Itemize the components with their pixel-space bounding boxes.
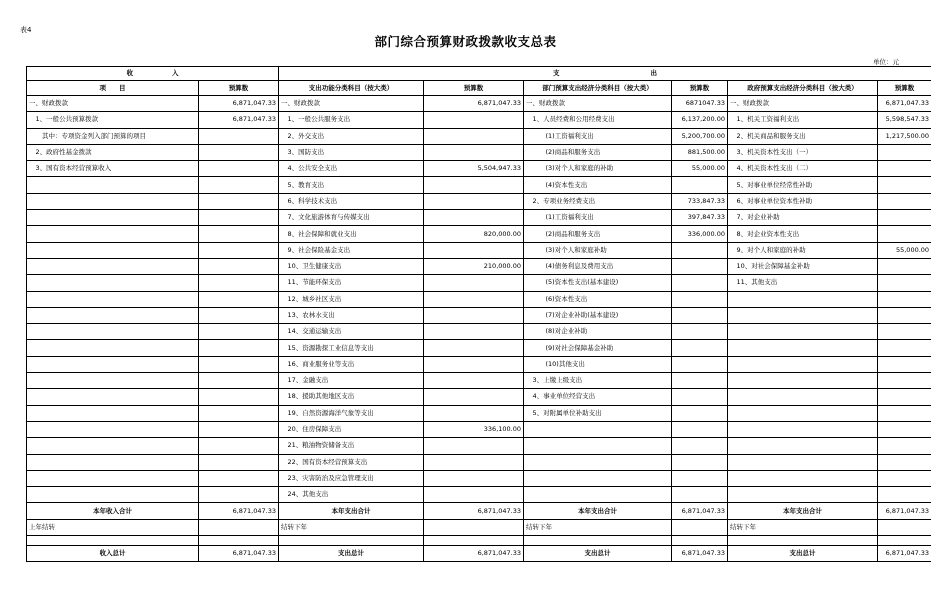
item-cell: 3、机关资本性支出（一）	[728, 144, 878, 160]
item-cell: (4)债务利息及费用支出	[524, 258, 672, 274]
item-cell	[27, 389, 199, 405]
item-cell: 15、资源勘探工业信息等支出	[279, 340, 424, 356]
item-cell: 一、财政拨款	[279, 96, 424, 112]
column-header: 预算数	[199, 81, 279, 96]
amount-cell	[424, 193, 524, 209]
amount-cell	[672, 242, 728, 258]
item-cell	[728, 373, 878, 389]
item-cell: (6)资本性支出	[524, 291, 672, 307]
amount-cell	[878, 438, 931, 454]
column-header: 部门预算支出经济分类科目（按大类）	[524, 81, 672, 96]
item-cell: 6、对事业单位资本性补助	[728, 193, 878, 209]
item-cell	[27, 405, 199, 421]
item-cell: 8、对企业资本性支出	[728, 226, 878, 242]
amount-cell: 6,871,047.33	[199, 112, 279, 128]
item-cell	[27, 226, 199, 242]
amount-cell: 881,500.00	[672, 144, 728, 160]
amount-cell	[424, 128, 524, 144]
amount-cell: 5,598,547.33	[878, 112, 931, 128]
item-cell: 3、上缴上级支出	[524, 373, 672, 389]
amount-cell	[672, 519, 728, 535]
amount-cell	[672, 438, 728, 454]
table-row	[27, 405, 931, 421]
amount-cell	[878, 210, 931, 226]
column-header: 项 目	[27, 81, 199, 96]
item-cell: 7、对企业补助	[728, 210, 878, 226]
amount-cell	[878, 405, 931, 421]
amount-cell	[672, 389, 728, 405]
item-cell	[524, 487, 672, 503]
amount-cell	[878, 421, 931, 437]
table-row	[27, 258, 931, 274]
item-cell: 结转下年	[524, 519, 672, 535]
amount-cell	[424, 177, 524, 193]
amount-cell	[672, 291, 728, 307]
item-cell: 9、社会保险基金支出	[279, 242, 424, 258]
item-cell: 10、卫生健康支出	[279, 258, 424, 274]
expense-header: 支 出	[279, 67, 931, 81]
item-cell: 19、自然资源海洋气象等支出	[279, 405, 424, 421]
amount-cell	[878, 487, 931, 503]
item-cell: 5、对事业单位经常性补助	[728, 177, 878, 193]
item-cell: 支出总计	[728, 546, 878, 562]
amount-cell	[199, 128, 279, 144]
amount-cell	[878, 389, 931, 405]
table-row	[27, 389, 931, 405]
page-title: 部门综合预算财政拨款收支总表	[374, 34, 557, 49]
blank-row	[27, 536, 931, 546]
unit-label: 单位：元	[873, 58, 899, 66]
item-cell	[27, 487, 199, 503]
amount-cell	[672, 454, 728, 470]
amount-cell	[878, 177, 931, 193]
amount-cell	[424, 454, 524, 470]
amount-cell	[878, 161, 931, 177]
item-cell: 一、财政拨款	[524, 96, 672, 112]
amount-cell	[424, 487, 524, 503]
amount-cell: 397,847.33	[672, 210, 728, 226]
carry-over-row	[27, 519, 931, 535]
table-row	[27, 226, 931, 242]
budget-table	[26, 66, 931, 562]
amount-cell	[199, 324, 279, 340]
amount-cell: 6,871,047.33	[878, 546, 931, 562]
year-total-row	[27, 503, 931, 519]
amount-cell: 336,100.00	[424, 421, 524, 437]
item-cell	[27, 373, 199, 389]
amount-cell: 5,200,700.00	[672, 128, 728, 144]
table-row	[27, 291, 931, 307]
amount-cell: 210,000.00	[424, 258, 524, 274]
item-cell: 3、国有资本经营预算收入	[27, 161, 199, 177]
table-row	[27, 373, 931, 389]
amount-cell	[878, 193, 931, 209]
amount-cell: 55,000.00	[672, 161, 728, 177]
item-cell: 11、其他支出	[728, 275, 878, 291]
item-cell: 2、机关商品和服务支出	[728, 128, 878, 144]
item-cell: 2、外交支出	[279, 128, 424, 144]
amount-cell	[199, 536, 279, 546]
table-row	[27, 356, 931, 372]
amount-cell	[424, 373, 524, 389]
item-cell	[27, 340, 199, 356]
item-cell: 21、粮油物资储备支出	[279, 438, 424, 454]
amount-cell: 55,000.00	[878, 242, 931, 258]
header-row-columns	[27, 81, 931, 96]
amount-cell	[199, 519, 279, 535]
item-cell	[728, 389, 878, 405]
item-cell: 6、科学技术支出	[279, 193, 424, 209]
amount-cell	[878, 340, 931, 356]
amount-cell	[878, 373, 931, 389]
column-header: 预算数	[672, 81, 728, 96]
item-cell	[728, 291, 878, 307]
table-row	[27, 487, 931, 503]
amount-cell: 336,000.00	[672, 226, 728, 242]
item-cell: 11、节能环保支出	[279, 275, 424, 291]
item-cell	[27, 275, 199, 291]
item-cell	[728, 536, 878, 546]
table-row	[27, 161, 931, 177]
amount-cell	[424, 340, 524, 356]
amount-cell: 6,137,200.00	[672, 112, 728, 128]
item-cell: (1)工资福利支出	[524, 128, 672, 144]
item-cell	[728, 340, 878, 356]
amount-cell	[199, 421, 279, 437]
item-cell	[524, 536, 672, 546]
table-row	[27, 275, 931, 291]
item-cell	[27, 242, 199, 258]
amount-cell	[424, 324, 524, 340]
item-cell: 2、政府性基金拨款	[27, 144, 199, 160]
item-cell	[27, 193, 199, 209]
item-cell	[27, 210, 199, 226]
amount-cell	[672, 177, 728, 193]
item-cell: (3)对个人和家庭的补助	[524, 161, 672, 177]
amount-cell	[424, 291, 524, 307]
amount-cell: 1,217,500.00	[878, 128, 931, 144]
item-cell	[27, 470, 199, 486]
item-cell: 1、一般公共预算拨款	[27, 112, 199, 128]
amount-cell	[199, 291, 279, 307]
amount-cell	[199, 226, 279, 242]
amount-cell	[199, 454, 279, 470]
table-row	[27, 112, 931, 128]
amount-cell	[424, 242, 524, 258]
item-cell	[728, 324, 878, 340]
amount-cell	[878, 291, 931, 307]
item-cell: 5、对附属单位补助支出	[524, 405, 672, 421]
item-cell: (7)对企业补助(基本建设)	[524, 307, 672, 323]
item-cell: 结转下年	[279, 519, 424, 535]
item-cell	[27, 421, 199, 437]
amount-cell	[199, 438, 279, 454]
item-cell: (1)工资福利支出	[524, 210, 672, 226]
amount-cell	[199, 258, 279, 274]
amount-cell	[199, 210, 279, 226]
table-row	[27, 128, 931, 144]
column-header: 预算数	[424, 81, 524, 96]
amount-cell	[424, 389, 524, 405]
item-cell: 13、农林水支出	[279, 307, 424, 323]
amount-cell	[878, 275, 931, 291]
amount-cell	[199, 487, 279, 503]
item-cell: 3、国防支出	[279, 144, 424, 160]
amount-cell	[672, 307, 728, 323]
amount-cell	[199, 389, 279, 405]
item-cell: 10、对社会保障基金补助	[728, 258, 878, 274]
amount-cell	[199, 275, 279, 291]
item-cell	[524, 454, 672, 470]
amount-cell	[199, 340, 279, 356]
item-cell: 结转下年	[728, 519, 878, 535]
amount-cell	[672, 421, 728, 437]
item-cell: (9)对社会保障基金补助	[524, 340, 672, 356]
item-cell: 24、其他支出	[279, 487, 424, 503]
item-cell: 4、公共安全支出	[279, 161, 424, 177]
item-cell	[728, 421, 878, 437]
amount-cell: 6,871,047.33	[878, 503, 931, 519]
column-header: 支出功能分类科目（按大类）	[279, 81, 424, 96]
table-row	[27, 96, 931, 112]
amount-cell	[672, 536, 728, 546]
grand-total-row	[27, 546, 931, 562]
item-cell: 一、财政拨款	[728, 96, 878, 112]
column-header: 政府预算支出经济分类科目（按大类）	[728, 81, 878, 96]
item-cell: 22、国有资本经营预算支出	[279, 454, 424, 470]
item-cell	[728, 487, 878, 503]
amount-cell	[424, 112, 524, 128]
item-cell	[728, 356, 878, 372]
amount-cell	[878, 258, 931, 274]
item-cell: 20、住房保障支出	[279, 421, 424, 437]
amount-cell: 6,871,047.33	[199, 503, 279, 519]
item-cell: 14、交通运输支出	[279, 324, 424, 340]
item-cell: 本年支出合计	[279, 503, 424, 519]
table-row	[27, 324, 931, 340]
item-cell	[524, 438, 672, 454]
amount-cell	[424, 470, 524, 486]
item-cell	[27, 258, 199, 274]
item-cell: 支出总计	[279, 546, 424, 562]
item-cell	[27, 177, 199, 193]
item-cell	[279, 536, 424, 546]
amount-cell	[199, 144, 279, 160]
amount-cell	[878, 144, 931, 160]
item-cell: 1、机关工资福利支出	[728, 112, 878, 128]
item-cell: (5)资本性支出(基本建设)	[524, 275, 672, 291]
amount-cell	[878, 356, 931, 372]
item-cell: 4、机关资本性支出（二）	[728, 161, 878, 177]
amount-cell	[199, 405, 279, 421]
amount-cell	[424, 405, 524, 421]
amount-cell: 6,871,047.33	[424, 503, 524, 519]
income-header: 收 入	[27, 67, 279, 81]
table-row	[27, 470, 931, 486]
form-number: 表4	[20, 26, 32, 34]
item-cell: 本年支出合计	[728, 503, 878, 519]
amount-cell	[424, 210, 524, 226]
item-cell: (8)对企业补助	[524, 324, 672, 340]
header-row-top	[27, 67, 931, 81]
amount-cell	[878, 470, 931, 486]
amount-cell	[424, 536, 524, 546]
column-header: 预算数	[878, 81, 931, 96]
item-cell: 支出总计	[524, 546, 672, 562]
amount-cell: 6,871,047.33	[199, 546, 279, 562]
table-row	[27, 438, 931, 454]
amount-cell	[672, 487, 728, 503]
item-cell	[728, 405, 878, 421]
amount-cell	[199, 242, 279, 258]
item-cell: 其中：专项资金列入部门预算的项目	[27, 128, 199, 144]
item-cell	[728, 438, 878, 454]
amount-cell	[672, 324, 728, 340]
amount-cell	[878, 324, 931, 340]
item-cell: 7、文化旅游体育与传媒支出	[279, 210, 424, 226]
item-cell: 5、教育支出	[279, 177, 424, 193]
item-cell: 1、人员经费和公用经费支出	[524, 112, 672, 128]
amount-cell: 6,871,047.33	[672, 546, 728, 562]
amount-cell	[878, 307, 931, 323]
amount-cell	[672, 356, 728, 372]
amount-cell	[878, 519, 931, 535]
item-cell: 本年支出合计	[524, 503, 672, 519]
item-cell: (4)资本性支出	[524, 177, 672, 193]
amount-cell	[672, 470, 728, 486]
table-row	[27, 421, 931, 437]
table-row	[27, 307, 931, 323]
item-cell: 18、援助其他地区支出	[279, 389, 424, 405]
amount-cell	[199, 470, 279, 486]
table-row	[27, 340, 931, 356]
amount-cell	[878, 536, 931, 546]
item-cell: 上年结转	[27, 519, 199, 535]
table-row	[27, 177, 931, 193]
table-row	[27, 193, 931, 209]
amount-cell	[424, 356, 524, 372]
amount-cell: 6,871,047.33	[672, 503, 728, 519]
amount-cell: 733,847.33	[672, 193, 728, 209]
item-cell: 23、灾害防治及应急管理支出	[279, 470, 424, 486]
table-row	[27, 210, 931, 226]
amount-cell	[878, 454, 931, 470]
item-cell	[27, 536, 199, 546]
item-cell: 17、金融支出	[279, 373, 424, 389]
amount-cell: 6,871,047.33	[424, 96, 524, 112]
table-row	[27, 144, 931, 160]
item-cell: 9、对个人和家庭的补助	[728, 242, 878, 258]
item-cell: 1、一般公共服务支出	[279, 112, 424, 128]
amount-cell	[199, 356, 279, 372]
item-cell: (10)其他支出	[524, 356, 672, 372]
amount-cell	[878, 226, 931, 242]
item-cell	[728, 470, 878, 486]
item-cell	[27, 291, 199, 307]
item-cell: 12、城乡社区支出	[279, 291, 424, 307]
amount-cell: 6,871,047.33	[199, 96, 279, 112]
item-cell	[27, 438, 199, 454]
amount-cell: 6,871,047.33	[878, 96, 931, 112]
item-cell: 8、社会保障和就业支出	[279, 226, 424, 242]
item-cell: (2)商品和服务支出	[524, 226, 672, 242]
item-cell	[27, 307, 199, 323]
table-row	[27, 242, 931, 258]
amount-cell: 820,000.00	[424, 226, 524, 242]
amount-cell	[199, 177, 279, 193]
amount-cell: 6,871,047.33	[424, 546, 524, 562]
amount-cell	[424, 519, 524, 535]
item-cell: (2)商品和服务支出	[524, 144, 672, 160]
item-cell	[728, 307, 878, 323]
amount-cell	[199, 307, 279, 323]
amount-cell: 5,504,947.33	[424, 161, 524, 177]
amount-cell	[424, 438, 524, 454]
item-cell: 16、商业服务业等支出	[279, 356, 424, 372]
amount-cell: 6871047.33	[672, 96, 728, 112]
item-cell	[27, 454, 199, 470]
item-cell: 一、财政拨款	[27, 96, 199, 112]
amount-cell	[424, 275, 524, 291]
item-cell: 2、专项业务经费支出	[524, 193, 672, 209]
item-cell: 4、事业单位经营支出	[524, 389, 672, 405]
amount-cell	[672, 405, 728, 421]
item-cell: (3)对个人和家庭补助	[524, 242, 672, 258]
amount-cell	[199, 193, 279, 209]
amount-cell	[199, 161, 279, 177]
amount-cell	[424, 144, 524, 160]
amount-cell	[199, 373, 279, 389]
amount-cell	[672, 373, 728, 389]
item-cell	[27, 356, 199, 372]
amount-cell	[672, 340, 728, 356]
amount-cell	[424, 307, 524, 323]
amount-cell	[672, 258, 728, 274]
item-cell	[524, 470, 672, 486]
table-row	[27, 454, 931, 470]
item-cell	[524, 421, 672, 437]
item-cell: 收入总计	[27, 546, 199, 562]
item-cell: 本年收入合计	[27, 503, 199, 519]
amount-cell	[672, 275, 728, 291]
item-cell	[728, 454, 878, 470]
item-cell	[27, 324, 199, 340]
